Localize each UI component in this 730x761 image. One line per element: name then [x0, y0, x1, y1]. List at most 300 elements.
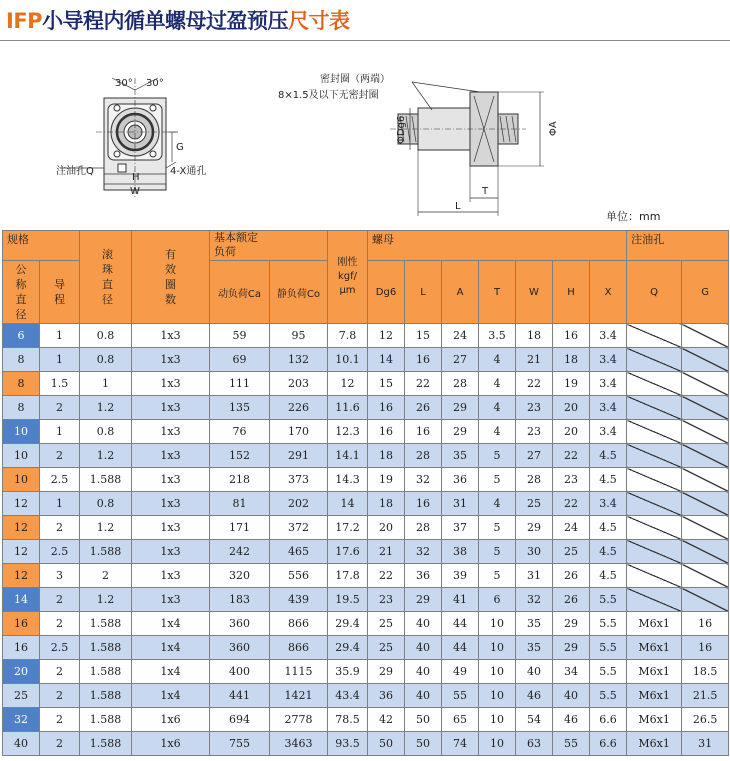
t-cell: 4 [479, 348, 516, 372]
w-cell: 35 [516, 636, 553, 660]
g-cell [682, 348, 729, 372]
dg6-cell: 16 [368, 420, 405, 444]
g-cell: 26.5 [682, 708, 729, 732]
header-turns: 有效圈数 [132, 231, 210, 324]
q-cell: M6x1 [627, 684, 682, 708]
w-cell: 30 [516, 540, 553, 564]
header-load-rating: 基本额定负荷 [210, 231, 328, 261]
lead-cell: 2 [40, 732, 80, 756]
turns-cell: 1x3 [132, 324, 210, 348]
stiffness-cell: 12 [328, 372, 368, 396]
x-cell: 5.5 [590, 684, 627, 708]
lead-cell: 2 [40, 660, 80, 684]
stiffness-cell: 17.2 [328, 516, 368, 540]
static-load-cell: 132 [270, 348, 328, 372]
table-row [3, 660, 729, 684]
spec-table [2, 230, 729, 756]
ball-dia-cell: 1.588 [80, 660, 132, 684]
t-cell: 4 [479, 396, 516, 420]
static-load-cell: 203 [270, 372, 328, 396]
w-cell: 46 [516, 684, 553, 708]
q-cell: M6x1 [627, 612, 682, 636]
x-cell: 3.4 [590, 324, 627, 348]
turns-cell: 1x4 [132, 660, 210, 684]
holes-label: 4-X通孔 [170, 166, 207, 177]
q-cell [627, 396, 682, 420]
h-cell: 29 [553, 636, 590, 660]
l-cell: 40 [405, 612, 442, 636]
h-cell: 20 [553, 396, 590, 420]
header-t: T [479, 261, 516, 324]
h-cell: 25 [553, 540, 590, 564]
lead-cell: 2 [40, 708, 80, 732]
l-cell: 16 [405, 492, 442, 516]
static-load-cell: 1421 [270, 684, 328, 708]
a-cell: 65 [442, 708, 479, 732]
seal-note-label: 8×1.5及以下无密封圈 [278, 90, 379, 101]
q-cell [627, 444, 682, 468]
q-cell: M6x1 [627, 660, 682, 684]
x-cell: 4.5 [590, 444, 627, 468]
stiffness-cell: 7.8 [328, 324, 368, 348]
turns-cell: 1x4 [132, 636, 210, 660]
a-cell: 29 [442, 396, 479, 420]
seal-label: 密封圈（两端） [320, 74, 390, 85]
ball-dia-cell: 0.8 [80, 420, 132, 444]
w-cell: 63 [516, 732, 553, 756]
t-cell: 5 [479, 468, 516, 492]
static-load-cell: 226 [270, 396, 328, 420]
x-cell: 5.5 [590, 612, 627, 636]
t-cell: 6 [479, 588, 516, 612]
nominal-dia-cell: 10 [3, 444, 40, 468]
q-cell [627, 516, 682, 540]
header-h: H [553, 261, 590, 324]
x-cell: 3.4 [590, 492, 627, 516]
lead-cell: 1 [40, 420, 80, 444]
turns-cell: 1x3 [132, 588, 210, 612]
l-cell: 40 [405, 684, 442, 708]
dg6-cell: 42 [368, 708, 405, 732]
static-load-cell: 439 [270, 588, 328, 612]
dynamic-load-cell: 171 [210, 516, 270, 540]
static-load-cell: 1115 [270, 660, 328, 684]
turns-cell: 1x3 [132, 396, 210, 420]
h-cell: 22 [553, 444, 590, 468]
w-label: W [130, 186, 140, 197]
table-row [3, 372, 729, 396]
title-suffix: 尺寸表 [288, 9, 350, 33]
nominal-dia-cell: 40 [3, 732, 40, 756]
table-row [3, 588, 729, 612]
dg6-cell: 16 [368, 396, 405, 420]
t-label: T [482, 186, 489, 197]
dg6-cell: 23 [368, 588, 405, 612]
t-cell: 10 [479, 612, 516, 636]
l-cell: 22 [405, 372, 442, 396]
static-load-cell: 95 [270, 324, 328, 348]
dg6-cell: 20 [368, 516, 405, 540]
w-cell: 23 [516, 420, 553, 444]
stiffness-cell: 14.3 [328, 468, 368, 492]
t-cell: 4 [479, 492, 516, 516]
x-cell: 5.5 [590, 588, 627, 612]
x-cell: 5.5 [590, 660, 627, 684]
h-cell: 23 [553, 468, 590, 492]
stiffness-cell: 29.4 [328, 612, 368, 636]
dynamic-load-cell: 360 [210, 612, 270, 636]
stiffness-cell: 11.6 [328, 396, 368, 420]
dg6-cell: 18 [368, 492, 405, 516]
lead-cell: 1 [40, 324, 80, 348]
h-cell: 26 [553, 564, 590, 588]
stiffness-cell: 19.5 [328, 588, 368, 612]
g-cell: 16 [682, 636, 729, 660]
w-cell: 35 [516, 612, 553, 636]
lead-cell: 2 [40, 588, 80, 612]
header-q: Q [627, 261, 682, 324]
x-cell: 6.6 [590, 708, 627, 732]
header-nominal-dia: 公称直径 [3, 261, 40, 324]
stiffness-cell: 12.3 [328, 420, 368, 444]
w-cell: 29 [516, 516, 553, 540]
header-stiffness: 刚性kgf/μm [328, 231, 368, 324]
lead-cell: 2 [40, 612, 80, 636]
x-cell: 3.4 [590, 420, 627, 444]
dynamic-load-cell: 320 [210, 564, 270, 588]
lead-cell: 1 [40, 492, 80, 516]
title-prefix: IFP [6, 9, 43, 33]
q-cell [627, 348, 682, 372]
a-cell: 37 [442, 516, 479, 540]
nominal-dia-cell: 10 [3, 468, 40, 492]
stiffness-cell: 29.4 [328, 636, 368, 660]
t-cell: 5 [479, 444, 516, 468]
table-row [3, 516, 729, 540]
ball-dia-cell: 1.588 [80, 540, 132, 564]
x-cell: 4.5 [590, 468, 627, 492]
g-cell [682, 324, 729, 348]
table-row [3, 420, 729, 444]
table-row [3, 444, 729, 468]
nut-side-view [390, 82, 544, 216]
dg6-cell: 50 [368, 732, 405, 756]
dg6-cell: 25 [368, 612, 405, 636]
g-cell: 18.5 [682, 660, 729, 684]
a-cell: 55 [442, 684, 479, 708]
turns-cell: 1x3 [132, 444, 210, 468]
dynamic-load-cell: 441 [210, 684, 270, 708]
lead-cell: 2 [40, 684, 80, 708]
table-row [3, 708, 729, 732]
q-cell [627, 372, 682, 396]
w-cell: 22 [516, 372, 553, 396]
oil-hole-label: 注油孔Q [56, 166, 94, 177]
t-cell: 5 [479, 516, 516, 540]
x-cell: 3.4 [590, 348, 627, 372]
lead-cell: 2 [40, 516, 80, 540]
l-cell: 28 [405, 516, 442, 540]
stiffness-cell: 10.1 [328, 348, 368, 372]
header-l: L [405, 261, 442, 324]
h-cell: 34 [553, 660, 590, 684]
dynamic-load-cell: 111 [210, 372, 270, 396]
dynamic-load-cell: 183 [210, 588, 270, 612]
lead-cell: 1 [40, 348, 80, 372]
static-load-cell: 866 [270, 636, 328, 660]
l-cell: 50 [405, 732, 442, 756]
dynamic-load-cell: 135 [210, 396, 270, 420]
q-cell [627, 468, 682, 492]
title-main: 小导程内循单螺母过盈预压 [42, 9, 289, 33]
dynamic-load-cell: 242 [210, 540, 270, 564]
lead-cell: 3 [40, 564, 80, 588]
header-ball-dia: 滚珠直径 [80, 231, 132, 324]
table-row [3, 468, 729, 492]
h-cell: 26 [553, 588, 590, 612]
turns-cell: 1x4 [132, 684, 210, 708]
g-cell [682, 492, 729, 516]
static-load-cell: 465 [270, 540, 328, 564]
w-cell: 31 [516, 564, 553, 588]
nominal-dia-cell: 14 [3, 588, 40, 612]
dg6-cell: 15 [368, 372, 405, 396]
table-row [3, 492, 729, 516]
ball-dia-cell: 1.2 [80, 588, 132, 612]
stiffness-cell: 93.5 [328, 732, 368, 756]
ball-dia-cell: 2 [80, 564, 132, 588]
turns-cell: 1x3 [132, 540, 210, 564]
stiffness-cell: 17.8 [328, 564, 368, 588]
table-row [3, 636, 729, 660]
nominal-dia-cell: 8 [3, 372, 40, 396]
g-cell [682, 396, 729, 420]
dynamic-load-cell: 400 [210, 660, 270, 684]
ball-dia-cell: 1 [80, 372, 132, 396]
a-cell: 49 [442, 660, 479, 684]
g-cell: 31 [682, 732, 729, 756]
dg6-label: ΦDg6 [396, 115, 407, 144]
turns-cell: 1x3 [132, 564, 210, 588]
dg6-cell: 22 [368, 564, 405, 588]
ball-dia-cell: 0.8 [80, 348, 132, 372]
ball-dia-cell: 0.8 [80, 324, 132, 348]
t-cell: 3.5 [479, 324, 516, 348]
static-load-cell: 291 [270, 444, 328, 468]
a-cell: 29 [442, 420, 479, 444]
ball-dia-cell: 0.8 [80, 492, 132, 516]
q-cell [627, 324, 682, 348]
nut-end-view [60, 78, 178, 198]
nominal-dia-cell: 16 [3, 612, 40, 636]
header-nut: 螺母 [368, 231, 627, 261]
dg6-cell: 14 [368, 348, 405, 372]
g-cell [682, 516, 729, 540]
table-row [3, 540, 729, 564]
dynamic-load-cell: 69 [210, 348, 270, 372]
t-cell: 5 [479, 564, 516, 588]
t-cell: 5 [479, 540, 516, 564]
lead-cell: 1.5 [40, 372, 80, 396]
h-cell: 40 [553, 684, 590, 708]
lead-cell: 2.5 [40, 636, 80, 660]
t-cell: 10 [479, 708, 516, 732]
a-cell: 39 [442, 564, 479, 588]
w-cell: 27 [516, 444, 553, 468]
dg6-cell: 29 [368, 660, 405, 684]
g-cell [682, 420, 729, 444]
header-oil-hole: 注油孔 [627, 231, 729, 261]
dynamic-load-cell: 81 [210, 492, 270, 516]
table-row [3, 348, 729, 372]
dynamic-load-cell: 360 [210, 636, 270, 660]
a-label: ΦA [548, 121, 559, 136]
l-cell: 32 [405, 468, 442, 492]
dg6-cell: 12 [368, 324, 405, 348]
q-cell [627, 420, 682, 444]
nominal-dia-cell: 12 [3, 564, 40, 588]
stiffness-cell: 35.9 [328, 660, 368, 684]
table-row [3, 324, 729, 348]
ball-dia-cell: 1.588 [80, 684, 132, 708]
a-cell: 35 [442, 444, 479, 468]
g-cell [682, 468, 729, 492]
h-cell: 16 [553, 324, 590, 348]
stiffness-cell: 78.5 [328, 708, 368, 732]
turns-cell: 1x6 [132, 708, 210, 732]
table-row [3, 684, 729, 708]
dg6-cell: 21 [368, 540, 405, 564]
nominal-dia-cell: 16 [3, 636, 40, 660]
dg6-cell: 36 [368, 684, 405, 708]
turns-cell: 1x3 [132, 468, 210, 492]
l-cell: 28 [405, 444, 442, 468]
q-cell [627, 492, 682, 516]
h-cell: 18 [553, 348, 590, 372]
w-cell: 28 [516, 468, 553, 492]
h-cell: 19 [553, 372, 590, 396]
stiffness-cell: 43.4 [328, 684, 368, 708]
turns-cell: 1x6 [132, 732, 210, 756]
static-load-cell: 170 [270, 420, 328, 444]
a-cell: 44 [442, 636, 479, 660]
w-cell: 32 [516, 588, 553, 612]
g-label: G [176, 142, 184, 153]
static-load-cell: 202 [270, 492, 328, 516]
dg6-cell: 18 [368, 444, 405, 468]
a-cell: 74 [442, 732, 479, 756]
l-cell: 15 [405, 324, 442, 348]
header-w: W [516, 261, 553, 324]
lead-cell: 2 [40, 444, 80, 468]
g-cell [682, 564, 729, 588]
table-row [3, 732, 729, 756]
l-cell: 40 [405, 636, 442, 660]
w-cell: 18 [516, 324, 553, 348]
static-load-cell: 866 [270, 612, 328, 636]
header-dynamic: 动负荷Ca [210, 261, 270, 324]
a-cell: 24 [442, 324, 479, 348]
w-cell: 40 [516, 660, 553, 684]
dynamic-load-cell: 152 [210, 444, 270, 468]
q-cell: M6x1 [627, 708, 682, 732]
h-label: H [132, 172, 140, 183]
w-cell: 21 [516, 348, 553, 372]
dg6-cell: 25 [368, 636, 405, 660]
ball-dia-cell: 1.2 [80, 516, 132, 540]
lead-cell: 2.5 [40, 468, 80, 492]
ball-dia-cell: 1.588 [80, 708, 132, 732]
l-cell: 32 [405, 540, 442, 564]
g-cell [682, 540, 729, 564]
l-cell: 29 [405, 588, 442, 612]
header-spec: 规格 [3, 231, 80, 261]
g-cell: 21.5 [682, 684, 729, 708]
nominal-dia-cell: 32 [3, 708, 40, 732]
nominal-dia-cell: 8 [3, 396, 40, 420]
ball-dia-cell: 1.588 [80, 468, 132, 492]
angle-right-label: 30° [146, 78, 164, 89]
w-cell: 25 [516, 492, 553, 516]
h-cell: 22 [553, 492, 590, 516]
h-cell: 55 [553, 732, 590, 756]
g-cell [682, 372, 729, 396]
x-cell: 4.5 [590, 516, 627, 540]
nominal-dia-cell: 10 [3, 420, 40, 444]
a-cell: 38 [442, 540, 479, 564]
header-static: 静负荷Co [270, 261, 328, 324]
l-cell: 50 [405, 708, 442, 732]
x-cell: 3.4 [590, 372, 627, 396]
ball-dia-cell: 1.2 [80, 396, 132, 420]
dynamic-load-cell: 694 [210, 708, 270, 732]
header-lead: 导程 [40, 261, 80, 324]
nominal-dia-cell: 6 [3, 324, 40, 348]
technical-drawing [0, 70, 730, 230]
nominal-dia-cell: 12 [3, 492, 40, 516]
x-cell: 5.5 [590, 636, 627, 660]
l-cell: 16 [405, 420, 442, 444]
static-load-cell: 3463 [270, 732, 328, 756]
a-cell: 41 [442, 588, 479, 612]
t-cell: 10 [479, 636, 516, 660]
l-cell: 26 [405, 396, 442, 420]
q-cell: M6x1 [627, 732, 682, 756]
h-cell: 29 [553, 612, 590, 636]
ball-dia-cell: 1.2 [80, 444, 132, 468]
spec-table-body [3, 324, 729, 756]
static-load-cell: 372 [270, 516, 328, 540]
nominal-dia-cell: 25 [3, 684, 40, 708]
header-dg6: Dg6 [368, 261, 405, 324]
h-cell: 20 [553, 420, 590, 444]
dynamic-load-cell: 76 [210, 420, 270, 444]
x-cell: 4.5 [590, 540, 627, 564]
t-cell: 10 [479, 684, 516, 708]
title-divider [0, 40, 730, 41]
x-cell: 3.4 [590, 396, 627, 420]
table-row [3, 396, 729, 420]
nominal-dia-cell: 12 [3, 516, 40, 540]
nominal-dia-cell: 12 [3, 540, 40, 564]
ball-dia-cell: 1.588 [80, 612, 132, 636]
h-cell: 46 [553, 708, 590, 732]
ball-dia-cell: 1.588 [80, 636, 132, 660]
header-g: G [682, 261, 729, 324]
table-row [3, 612, 729, 636]
t-cell: 4 [479, 420, 516, 444]
a-cell: 27 [442, 348, 479, 372]
